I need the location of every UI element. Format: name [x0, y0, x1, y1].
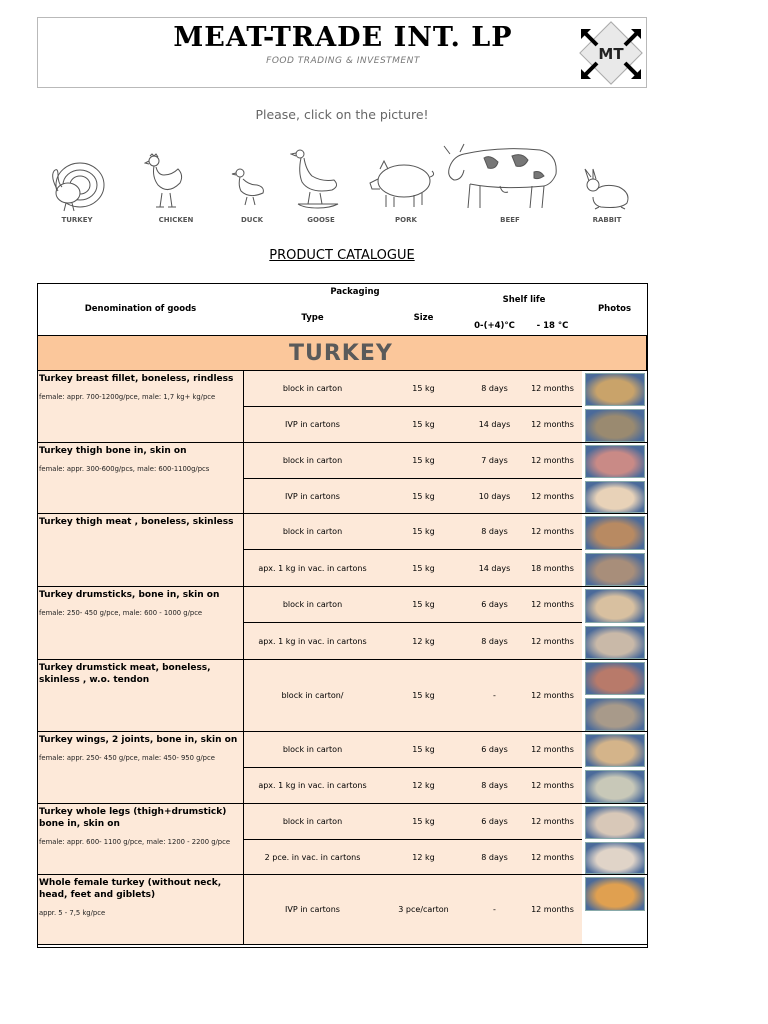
photo-cell [582, 514, 648, 587]
packaging-type: IVP in cartons [244, 479, 382, 514]
packaging-size: 15 kg [381, 804, 467, 840]
shelf-life-chilled: 10 days [466, 479, 524, 514]
packaging-type: block in carton [244, 732, 382, 768]
company-tagline: FOOD TRADING & INVESTMENT [266, 56, 420, 66]
shelf-life-chilled: - [466, 875, 524, 945]
shelf-life-chilled: 8 days [466, 623, 524, 660]
shelf-life-frozen: 12 months [523, 840, 583, 875]
photo-cell [582, 371, 648, 443]
product-description: female: appr. 250- 450 g/pce, male: 450- 950 g/pce [39, 754, 215, 762]
chicken-icon[interactable] [144, 153, 186, 211]
packaging-size: 15 kg [381, 550, 467, 587]
product-photo[interactable] [585, 842, 645, 875]
packaging-type: block in carton [244, 371, 382, 407]
photo-cell [582, 804, 648, 875]
packaging-size: 15 kg [381, 587, 467, 623]
packaging-type: block in carton [244, 443, 382, 479]
product-name: Turkey drumstick meat, boneless, skinless , w.o. tendon [39, 663, 211, 685]
product-photo[interactable] [585, 553, 645, 587]
packaging-size: 12 kg [381, 623, 467, 660]
header-size: Size [381, 301, 467, 336]
product-cell [37, 443, 244, 514]
packaging-type: block in carton [244, 804, 382, 840]
product-cell [37, 732, 244, 804]
packaging-size: 3 pce/carton [381, 875, 467, 945]
product-cell [37, 804, 244, 875]
product-cell [37, 875, 244, 945]
company-header [37, 17, 647, 88]
shelf-life-chilled: 8 days [466, 768, 524, 804]
shelf-life-chilled: 7 days [466, 443, 524, 479]
product-photo[interactable] [585, 806, 645, 839]
shelf-life-frozen: 12 months [523, 660, 583, 732]
shelf-life-chilled: 14 days [466, 407, 524, 443]
product-photo[interactable] [585, 626, 645, 660]
product-table [37, 283, 648, 948]
packaging-size: 15 kg [381, 732, 467, 768]
product-photo[interactable] [585, 698, 645, 731]
product-photo[interactable] [585, 516, 645, 550]
animal-label-turkey[interactable]: TURKEY [61, 216, 93, 224]
header-shelf-life: Shelf life [466, 283, 583, 318]
packaging-type: apx. 1 kg in vac. in cartons [244, 623, 382, 660]
photo-cell [582, 587, 648, 660]
product-description: female: appr. 300-600g/pcs, male: 600-1100g/pcs [39, 465, 210, 473]
product-cell [37, 660, 244, 732]
product-description: appr. 5 - 7,5 kg/pce [39, 909, 106, 917]
shelf-life-frozen: 12 months [523, 587, 583, 623]
product-cell [37, 587, 244, 660]
photo-cell [582, 732, 648, 804]
product-name: Turkey thigh bone in, skin on [39, 446, 187, 456]
company-logo[interactable] [575, 21, 647, 87]
click-hint: Please, click on the picture! [255, 107, 429, 122]
shelf-life-frozen: 12 months [523, 623, 583, 660]
packaging-type: IVP in cartons [244, 407, 382, 443]
product-name: Turkey drumsticks, bone in, skin on [39, 590, 220, 600]
product-description: female: appr. 700-1200g/pce, male: 1,7 kg+ kg/pce [39, 393, 216, 401]
product-photo[interactable] [585, 662, 645, 695]
section-turkey: TURKEY [37, 336, 647, 371]
packaging-type: apx. 1 kg in vac. in cartons [244, 768, 382, 804]
packaging-size: 12 kg [381, 840, 467, 875]
animal-label-goose[interactable]: GOOSE [307, 216, 335, 224]
packaging-type: IVP in cartons [244, 875, 382, 945]
product-photo[interactable] [585, 445, 645, 478]
product-photo[interactable] [585, 481, 645, 514]
animal-label-rabbit[interactable]: RABBIT [592, 216, 622, 224]
shelf-life-chilled: 8 days [466, 514, 524, 550]
animal-label-duck[interactable]: DUCK [240, 216, 264, 224]
header-type: Type [244, 301, 382, 336]
photo-cell [582, 443, 648, 514]
turkey-icon[interactable] [44, 157, 108, 213]
header-frozen: - 18 °C [523, 317, 583, 336]
packaging-size: 15 kg [381, 443, 467, 479]
shelf-life-chilled: 14 days [466, 550, 524, 587]
shelf-life-frozen: 12 months [523, 804, 583, 840]
product-cell [37, 514, 244, 587]
packaging-type: apx. 1 kg in vac. in cartons [244, 550, 382, 587]
catalogue-title: PRODUCT CATALOGUE [269, 248, 415, 263]
shelf-life-chilled: - [466, 660, 524, 732]
product-name: Turkey thigh meat , boneless, skinless [39, 517, 234, 527]
packaging-type: block in carton/ [244, 660, 382, 732]
header-packaging: Packaging [244, 283, 467, 302]
product-name: Turkey whole legs (thigh+drumstick) bone in, skin on [39, 807, 227, 829]
product-photo[interactable] [585, 770, 645, 803]
shelf-life-frozen: 12 months [523, 371, 583, 407]
product-photo[interactable] [585, 409, 645, 442]
header-denomination: Denomination of goods [37, 283, 245, 336]
shelf-life-frozen: 12 months [523, 514, 583, 550]
duck-icon[interactable] [231, 165, 267, 209]
packaging-size: 12 kg [381, 768, 467, 804]
logo-text: MT [598, 45, 624, 63]
cow-icon[interactable] [440, 136, 564, 212]
product-name: Turkey breast fillet, boneless, rindless [39, 374, 234, 384]
shelf-life-chilled: 8 days [466, 371, 524, 407]
photo-cell [582, 875, 648, 945]
photo-cell [582, 660, 648, 732]
shelf-life-frozen: 12 months [523, 443, 583, 479]
pig-icon[interactable] [366, 151, 436, 211]
company-name: MEAT-TRADE INT. LP [173, 22, 513, 53]
shelf-life-chilled: 6 days [466, 587, 524, 623]
product-name: Whole female turkey (without neck, head, feet and giblets) [39, 878, 222, 900]
packaging-type: 2 pce. in vac. in cartons [244, 840, 382, 875]
rabbit-icon[interactable] [581, 167, 633, 211]
animal-label-chicken[interactable]: CHICKEN [158, 216, 194, 224]
goose-icon[interactable] [290, 148, 346, 212]
packaging-type: block in carton [244, 514, 382, 550]
shelf-life-frozen: 12 months [523, 768, 583, 804]
header-photos: Photos [582, 283, 648, 336]
shelf-life-frozen: 12 months [523, 479, 583, 514]
product-cell [37, 371, 244, 443]
header-chilled: 0-(+4)°C [466, 317, 524, 336]
animal-label-beef[interactable]: BEEF [500, 216, 520, 224]
animal-label-pork[interactable]: PORK [395, 216, 417, 224]
packaging-size: 15 kg [381, 514, 467, 550]
shelf-life-chilled: 8 days [466, 840, 524, 875]
shelf-life-frozen: 12 months [523, 407, 583, 443]
product-photo[interactable] [585, 373, 645, 406]
product-description: female: 250- 450 g/pce, male: 600 - 1000 g/pce [39, 609, 203, 617]
shelf-life-frozen: 12 months [523, 875, 583, 945]
product-name: Turkey wings, 2 joints, bone in, skin on [39, 735, 238, 745]
shelf-life-frozen: 12 months [523, 732, 583, 768]
shelf-life-chilled: 6 days [466, 732, 524, 768]
packaging-size: 15 kg [381, 479, 467, 514]
product-photo[interactable] [585, 877, 645, 911]
product-photo[interactable] [585, 734, 645, 767]
shelf-life-chilled: 6 days [466, 804, 524, 840]
packaging-type: block in carton [244, 587, 382, 623]
product-photo[interactable] [585, 589, 645, 623]
packaging-size: 15 kg [381, 371, 467, 407]
shelf-life-frozen: 18 months [523, 550, 583, 587]
packaging-size: 15 kg [381, 660, 467, 732]
product-description: female: appr. 600- 1100 g/pce, male: 1200 - 2200 g/pce [39, 838, 231, 846]
packaging-size: 15 kg [381, 407, 467, 443]
